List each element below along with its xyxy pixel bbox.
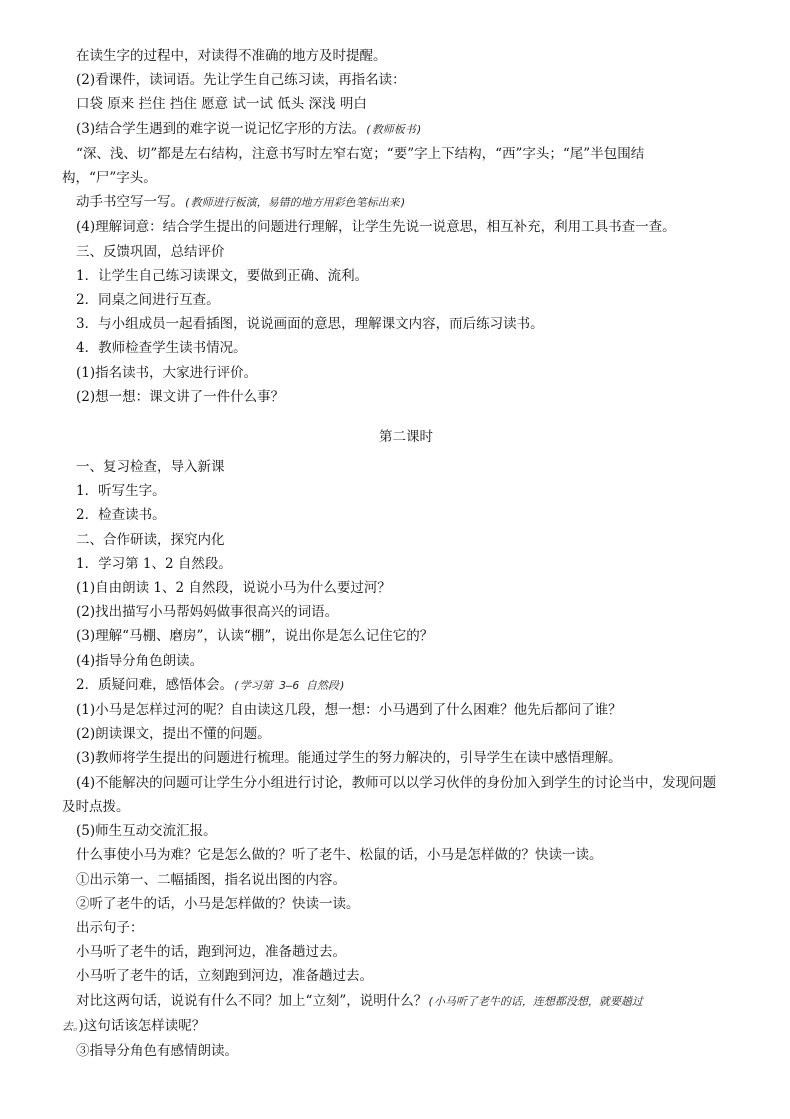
text-line: ①出示第一、二幅插图，指名说出图的内容。 — [76, 871, 346, 888]
list-item: 1．学习第 1、2 自然段。 — [76, 555, 232, 572]
text-line-main: 2．质疑问难，感悟体会。 — [76, 676, 234, 693]
list-item: (2)朗读课文，提出不懂的问题。 — [76, 726, 271, 743]
list-item: (2)找出描写小马帮妈妈做事很高兴的词语。 — [76, 604, 339, 621]
teacher-note: 去。 — [62, 1019, 79, 1033]
text-line: (4)理解词意：结合学生提出的问题进行理解，让学生先说一说意思，相互补充，利用工具书查一查。 — [76, 219, 676, 236]
text-line-main: 动手书空写一写。 — [76, 194, 184, 211]
section-title: 第二课时 — [379, 429, 433, 446]
list-item: (3)理解“马棚、磨房”，认读“棚”，说出你是怎么记住它的？ — [76, 628, 434, 645]
section-heading: 二、合作研读，探究内化 — [76, 531, 225, 548]
list-item: 2．检查读书。 — [76, 507, 166, 524]
text-line: ③指导分角色有感情朗读。 — [76, 1042, 238, 1059]
text-line: ②听了老牛的话，小马是怎样做的？快读一读。 — [76, 895, 360, 912]
section-heading: 三、反馈巩固，总结评价 — [76, 243, 225, 260]
list-item: (1)小马是怎样过河的呢？自由读这几段，想一想：小马遇到了什么困难？他先后都问了谁？ — [76, 702, 622, 719]
list-item: 1．听写生字。 — [76, 483, 166, 500]
list-item: (2)想一想：课文讲了一件什么事？ — [76, 388, 285, 405]
text-line — [76, 117, 736, 142]
section-heading: 一、复习检查，导入新课 — [76, 459, 225, 476]
text-line: (2)看课件，读词语。先让学生自己练习读，再指名读： — [76, 72, 406, 89]
list-item: (3)教师将学生提出的问题进行梳理。能通过学生的努力解决的，引导学生在读中感悟理解。 — [76, 750, 622, 767]
structure-para-line1: “深、浅、切”都是左右结构，注意书写时左窄右宽；“要”字上下结构，“西”字头；“尾”半包围结 — [76, 145, 645, 162]
list-item: 1．让学生自己练习读课文，要做到正确、流利。 — [76, 267, 369, 284]
list-item: (1)自由朗读 1、2 自然段，说说小马为什么要过河？ — [76, 580, 391, 597]
text-line: 在读生字的过程中，对读得不准确的地方及时提醒。 — [76, 48, 387, 64]
discuss-para-line2: 及时点拨。 — [62, 798, 130, 815]
word-list: 口袋 原来 拦住 挡住 愿意 试一试 低头 深浅 明白 — [76, 96, 367, 113]
text-line-main: 对比这两句话，说说有什么不同？加上“立刻”，说明什么？ — [76, 992, 428, 1009]
text-line: 什么事使小马为难？它是怎么做的？听了老牛、松鼠的话，小马是怎样做的？快读一读。 — [76, 847, 603, 864]
example-sentence: 小马听了老牛的话，跑到河边，准备趟过去。 — [76, 944, 346, 961]
teacher-note: (教师板书) — [365, 122, 423, 136]
compare-para-line1 — [76, 989, 736, 1014]
discuss-para-line1: (4)不能解决的问题可让学生分小组进行讨论，教师可以以学习伙伴的身份加入到学生的讨论当中，发现问题 — [76, 774, 717, 791]
list-item: (1)指名读书，大家进行评价。 — [76, 364, 258, 381]
example-sentence: 小马听了老牛的话，立刻跑到河边，准备趟过去。 — [76, 968, 373, 985]
text-line-main: )这句话该怎样读呢？ — [78, 1017, 206, 1034]
structure-para-line2: 构，“尸”字头。 — [62, 170, 157, 187]
list-item: (4)指导分角色朗读。 — [76, 652, 204, 669]
teacher-note: (小马听了老牛的话，连想都没想，就要趟过 — [427, 994, 643, 1008]
list-item: 4．教师检查学生读书情况。 — [76, 340, 247, 357]
list-item: 2．同桌之间进行互查。 — [76, 292, 220, 309]
text-line-main: (3)结合学生遇到的难字说一说记忆字形的方法。 — [76, 120, 366, 137]
compare-para-line2 — [62, 1014, 736, 1039]
teacher-note: (学习第 3—6 自然段) — [233, 678, 346, 692]
teacher-note: (教师进行板演，易错的地方用彩色笔标出来) — [184, 196, 407, 210]
document-page — [62, 44, 736, 1063]
text-line — [76, 190, 736, 215]
text-line: 出示句子： — [76, 919, 144, 936]
list-item — [76, 673, 736, 698]
list-item: (5)师生互动交流汇报。 — [76, 823, 217, 840]
list-item: 3．与小组成员一起看插图，说说画面的意思，理解课文内容，而后练习读书。 — [76, 316, 544, 333]
